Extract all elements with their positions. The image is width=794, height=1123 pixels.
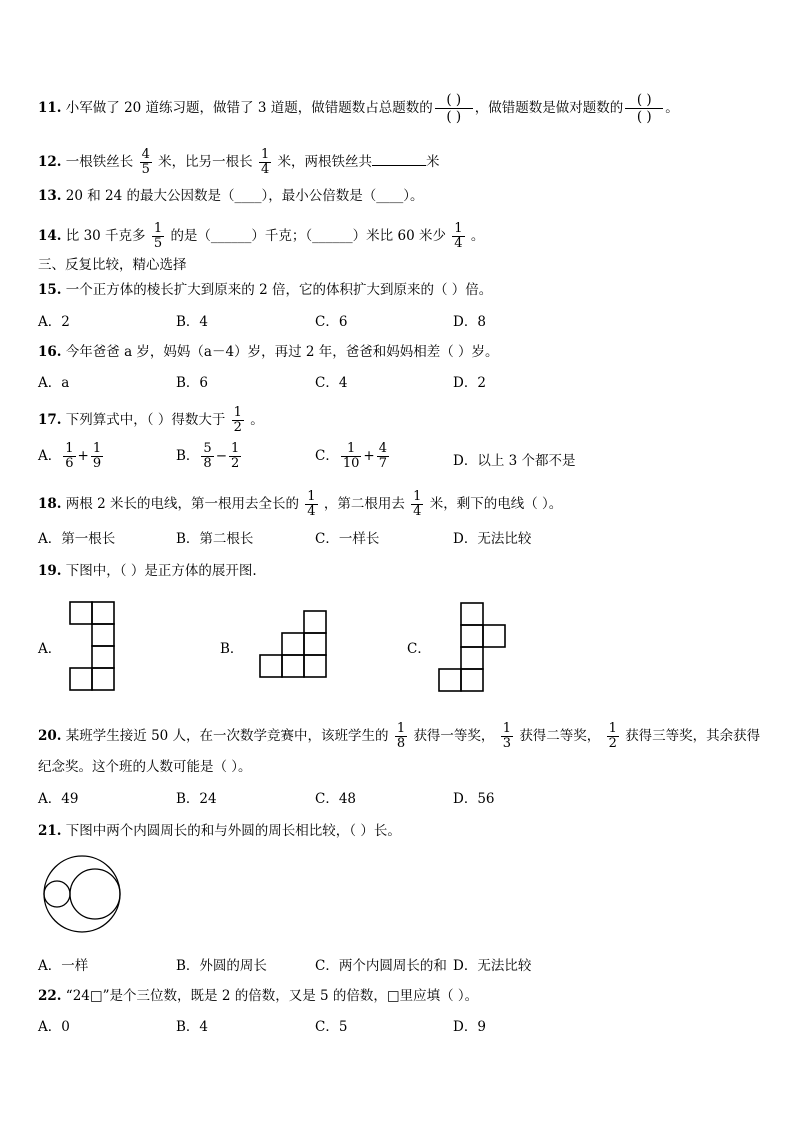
option-d[interactable]: D．2 — [453, 375, 486, 391]
inner-circle-small — [44, 881, 70, 907]
question-12 — [38, 148, 440, 177]
denominator: 8 — [396, 736, 406, 751]
net-square — [461, 669, 483, 691]
option-a[interactable] — [38, 442, 105, 471]
net-square — [439, 669, 461, 691]
question-text: 米，剩下的电线（ ）。 — [429, 496, 563, 512]
question-number: 16. — [38, 344, 62, 360]
net-square — [70, 668, 92, 690]
net-square — [304, 655, 326, 677]
question-text: 。 — [665, 100, 679, 116]
question-text: 获得一等奖， — [413, 728, 495, 744]
numerator: 1 — [233, 405, 242, 420]
denominator: 2 — [233, 420, 242, 435]
option-a[interactable]: A．a — [38, 375, 70, 391]
net-square — [92, 646, 114, 668]
question-number: 15. — [38, 282, 62, 298]
option-a[interactable]: A． — [38, 641, 62, 657]
question-text: 下图中两个内圆周长的和与外圆的周长相比较，（ ）长。 — [65, 823, 401, 839]
question-18 — [38, 490, 562, 519]
option-d[interactable]: D．8 — [453, 314, 486, 330]
fraction — [305, 490, 317, 519]
fraction — [411, 490, 423, 519]
outer-circle — [44, 856, 120, 932]
option-c[interactable]: C． — [407, 641, 431, 657]
net-square — [483, 625, 505, 647]
question-number: 12. — [38, 154, 62, 170]
question-text: 米，比另一根长 — [158, 154, 253, 170]
numerator: 1 — [65, 441, 74, 456]
net-square — [304, 633, 326, 655]
question-text: 小军做了 20 道练习题，做错了 3 道题，做错题数占总题数的 — [65, 100, 433, 116]
question-17 — [38, 406, 264, 435]
numerator: 1 — [307, 489, 316, 504]
question-text: 获得二等奖， — [519, 728, 601, 744]
denominator: 10 — [342, 456, 360, 471]
question-text: 获得三等奖，其余获得 — [625, 728, 761, 744]
denominator: 5 — [153, 236, 163, 251]
option-b[interactable]: B．4 — [176, 1019, 209, 1035]
question-text: ，第二根用去 — [323, 496, 405, 512]
question-number: 22. — [38, 988, 62, 1004]
section-heading: 三、反复比较，精心选择 — [38, 257, 187, 273]
question-text: 一根铁丝长 — [65, 154, 134, 170]
question-text: 一个正方体的棱长扩大到原来的 2 倍，它的体积扩大到原来的（ ）倍。 — [65, 282, 493, 298]
net-figure-b — [256, 609, 330, 683]
answer-fraction-blank[interactable] — [625, 92, 663, 125]
option-d[interactable]: D．9 — [453, 1019, 486, 1035]
option-c[interactable]: C．两个内圆周长的和 — [315, 958, 447, 974]
option-d[interactable]: D．56 — [453, 791, 495, 807]
answer-blank[interactable] — [372, 151, 426, 166]
numerator: 1 — [454, 221, 463, 236]
denominator: 4 — [307, 504, 316, 519]
question-text: 。 — [250, 412, 264, 428]
numerator: 1 — [502, 721, 512, 736]
numerator: 5 — [203, 441, 212, 456]
fraction — [91, 442, 103, 471]
numerator: ( ) — [435, 92, 473, 109]
denominator: 2 — [231, 456, 240, 471]
option-c[interactable]: C．5 — [315, 1019, 348, 1035]
option-b[interactable]: B．外圆的周长 — [176, 958, 267, 974]
denominator: 4 — [260, 162, 270, 177]
denominator: 6 — [65, 456, 74, 471]
option-a[interactable]: A．一样 — [38, 958, 89, 974]
question-text: “24□”是个三位数，既是 2 的倍数，又是 5 的倍数，□里应填（ ）。 — [65, 988, 479, 1004]
question-number: 21. — [38, 823, 62, 839]
question-text: 下列算式中，（ ）得数大于 — [65, 412, 226, 428]
question-text: 比 30 千克多 — [65, 228, 146, 244]
denominator: 7 — [378, 456, 387, 471]
question-20 — [38, 722, 760, 751]
numerator: 4 — [378, 441, 387, 456]
numerator: 1 — [92, 441, 102, 456]
net-square — [304, 611, 326, 633]
option-c[interactable]: C．一样长 — [315, 531, 380, 547]
net-square — [282, 655, 304, 677]
denominator: 2 — [608, 736, 617, 751]
question-text: 。 — [470, 228, 485, 244]
answer-fraction-blank[interactable] — [435, 92, 473, 125]
option-b[interactable]: B．6 — [176, 375, 209, 391]
question-11 — [38, 92, 679, 125]
question-22 — [38, 987, 478, 1005]
question-text: 的是（______）千克；（______）米比 60 米少 — [170, 228, 446, 244]
question-text: 米，两根铁丝共 — [277, 154, 373, 170]
question-15 — [38, 281, 492, 299]
fraction — [232, 406, 244, 435]
net-figure-a — [66, 600, 120, 696]
question-16 — [38, 343, 499, 361]
net-square — [282, 633, 304, 655]
option-b[interactable] — [176, 442, 243, 471]
numerator: 1 — [608, 721, 617, 736]
fraction — [259, 148, 271, 177]
numerator: 1 — [413, 489, 422, 504]
denominator: ( ) — [446, 109, 462, 125]
question-text: 两根 2 米长的电线，第一根用去全长的 — [65, 496, 299, 512]
numerator: 1 — [260, 147, 270, 162]
question-number: 17. — [38, 412, 62, 428]
numerator: 1 — [396, 721, 406, 736]
question-number: 18. — [38, 496, 62, 512]
denominator: ( ) — [636, 109, 652, 125]
question-20-cont: 纪念奖。这个班的人数可能是（ ）。 — [38, 759, 252, 775]
fraction — [63, 442, 75, 471]
net-square — [92, 602, 114, 624]
option-c[interactable]: C．4 — [315, 375, 348, 391]
fraction — [501, 722, 513, 751]
net-square — [70, 602, 92, 624]
inner-circle-large — [70, 869, 120, 919]
question-text: 今年爸爸 a 岁，妈妈（a－4）岁，再过 2 年，爸爸和妈妈相差（ ）岁。 — [65, 344, 499, 360]
option-c[interactable]: C．48 — [315, 791, 357, 807]
question-14 — [38, 222, 484, 251]
numerator: 4 — [141, 147, 150, 162]
question-19 — [38, 562, 257, 580]
circles-figure — [40, 852, 124, 936]
question-number: 14. — [38, 228, 62, 244]
fraction — [140, 148, 152, 177]
question-text: 20 和 24 的最大公因数是（____），最小公倍数是（____）。 — [65, 188, 424, 204]
option-b[interactable]: B．4 — [176, 314, 209, 330]
question-text: ，做错题数是做对题数的 — [474, 100, 624, 116]
option-d[interactable]: D．无法比较 — [453, 531, 532, 547]
option-c[interactable] — [315, 442, 391, 471]
operator: − — [215, 448, 228, 464]
option-a[interactable]: A．第一根长 — [38, 531, 116, 547]
option-a[interactable]: A．2 — [38, 314, 70, 330]
denominator: 9 — [92, 456, 102, 471]
fraction — [341, 442, 362, 471]
option-letter: A． — [38, 448, 62, 464]
net-square — [461, 603, 483, 625]
option-c[interactable]: C．6 — [315, 314, 348, 330]
denominator: 3 — [502, 736, 512, 751]
fraction — [201, 442, 213, 471]
fraction — [395, 722, 407, 751]
question-number: 20. — [38, 728, 62, 744]
denominator: 5 — [141, 162, 150, 177]
operator: + — [363, 448, 375, 464]
question-13 — [38, 187, 424, 205]
option-a[interactable]: A．0 — [38, 1019, 70, 1035]
fraction — [377, 442, 389, 471]
question-number: 19. — [38, 563, 62, 579]
option-d[interactable]: D．无法比较 — [453, 958, 532, 974]
numerator: 1 — [231, 441, 240, 456]
net-square — [92, 668, 114, 690]
fraction — [229, 442, 241, 471]
net-square — [260, 655, 282, 677]
denominator: 4 — [413, 504, 422, 519]
option-b[interactable]: B．第二根长 — [176, 531, 254, 547]
numerator: 1 — [153, 221, 163, 236]
option-b[interactable]: B． — [220, 641, 244, 657]
denominator: 4 — [454, 236, 463, 251]
fraction — [152, 222, 164, 251]
question-number: 11. — [38, 100, 62, 116]
option-letter: B． — [176, 448, 200, 464]
operator: + — [77, 448, 89, 464]
fraction — [452, 222, 464, 251]
fraction — [607, 722, 619, 751]
net-square — [92, 624, 114, 646]
option-b[interactable]: B．24 — [176, 791, 217, 807]
denominator: 8 — [203, 456, 212, 471]
net-figure-c — [435, 601, 509, 697]
question-number: 13. — [38, 188, 62, 204]
question-text: 米 — [426, 154, 440, 170]
option-d[interactable]: D．以上 3 个都不是 — [453, 453, 576, 469]
question-21 — [38, 822, 401, 840]
net-square — [461, 647, 483, 669]
net-square — [461, 625, 483, 647]
question-text: 下图中，（ ）是正方体的展开图. — [65, 563, 257, 579]
numerator: 1 — [341, 442, 362, 457]
numerator: ( ) — [625, 92, 663, 109]
question-text: 某班学生接近 50 人，在一次数学竞赛中，该班学生的 — [65, 728, 389, 744]
option-a[interactable]: A．49 — [38, 791, 79, 807]
option-letter: C． — [315, 448, 339, 464]
